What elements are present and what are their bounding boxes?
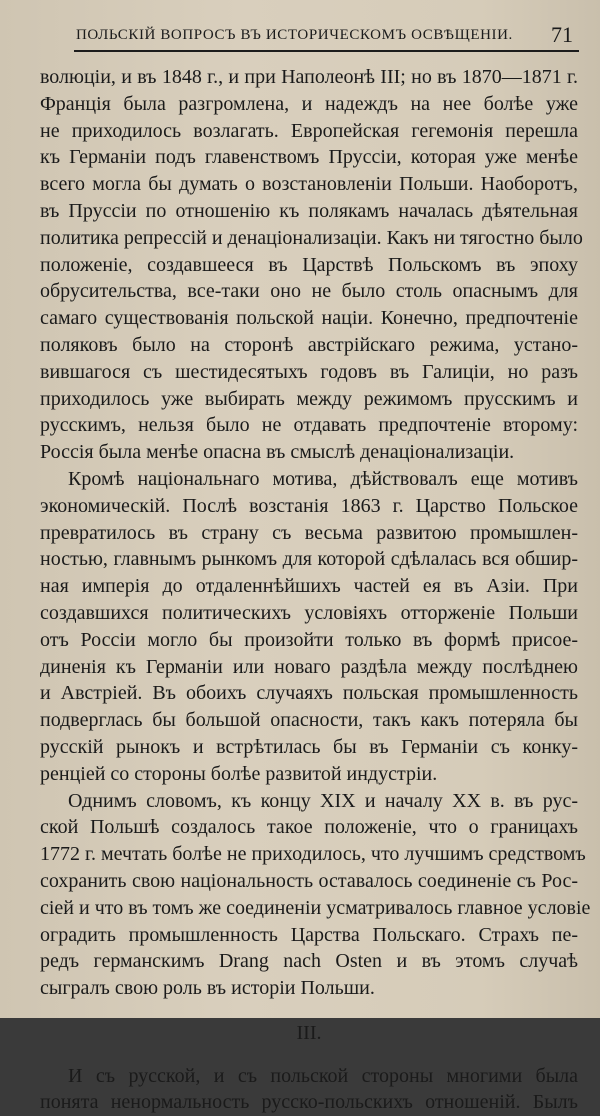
section-heading: III. — [296, 1021, 322, 1044]
text-line: къ Германіи подъ главенствомъ Пруссіи, которая уже менѣе — [40, 146, 578, 169]
text-line: 1772 г. мечтать болѣе не приходилось, что лучшимъ средствомъ — [40, 843, 586, 866]
text-line: сіей и что въ томъ же соединеніи усматривалось главное условіе — [40, 896, 591, 919]
text-line: политика репрессій и денаціонализаціи. Какъ ни тягостно было — [40, 226, 583, 249]
text-line: волюціи, и въ 1848 г., и при Наполеонѣ III; но въ 1870—1871 г. — [40, 66, 578, 88]
text-line: оградить промышленность Царства Польскаго. Страхъ пе- — [40, 923, 578, 946]
text-line: сохранить свою національность оставалось соединеніе съ Рос- — [40, 869, 578, 892]
text-line: ная имперія до отдаленнѣйшихъ частей ея въ Азіи. При — [40, 575, 578, 598]
text-line: редъ германскимъ Drang nach Osten и въ этомъ случаѣ — [40, 950, 578, 973]
text-line: приходилось уже выбирать между режимомъ прусскимъ и — [40, 387, 578, 410]
text-line: въ Пруссіи по отношенію къ полякамъ началась дѣятельная — [40, 199, 578, 222]
running-title: ПОЛЬСКІЙ ВОПРОСЪ ВЪ ИСТОРИЧЕСКОМЪ ОСВѢЩЕНІИ. — [76, 27, 513, 43]
text-line: всего могла бы думать о возстановленіи Польши. Наоборотъ, — [40, 173, 578, 196]
text-line: положеніе, создавшееся въ Царствѣ Польскомъ въ эпоху — [40, 253, 578, 276]
text-line: ской Польшѣ создалось такое положеніе, что о границахъ — [40, 816, 578, 839]
text-line: ностью, главнымъ рынкомъ для которой сдѣлалась вся обшир- — [40, 548, 578, 571]
text-line: сыгралъ свою роль въ исторіи Польши. — [40, 977, 375, 1000]
text-line: русскимъ, нельзя было не отдавать предпочтеніе второму: — [40, 414, 578, 437]
text-line: Россія была менѣе опасна въ смыслѣ денаціонализаціи. — [40, 441, 515, 464]
text-line: понята ненормальность русско-польскихъ отношеній. Былъ — [40, 1091, 578, 1114]
text-line: Франція была разгромлена, и надеждъ на нее болѣе уже — [40, 92, 578, 115]
text-line: ренціей со стороны болѣе развитой индустріи. — [40, 762, 438, 785]
text-line: не приходилось возлагать. Европейская гегемонія перешла — [40, 119, 578, 142]
page-number: 71 — [551, 22, 573, 47]
text-line: создавшихся политическихъ условіяхъ отторженіе Польши — [40, 601, 578, 624]
text-line: русскій рынокъ и встрѣтилась бы въ Германіи съ конку- — [40, 735, 578, 758]
text-line: обрусительства, все-таки оно не было столь опаснымъ для — [40, 280, 578, 303]
text-line: поляковъ было на сторонѣ австрійскаго режима, устано- — [40, 333, 578, 356]
paragraph — [40, 64, 583, 466]
paragraph — [40, 466, 578, 788]
text-line: вившагося съ шестидесятыхъ годовъ въ Галиціи, но разъ — [40, 360, 578, 383]
text-line: самаго существованія польской націи. Конечно, предпочтеніе — [40, 307, 578, 330]
paragraph — [40, 788, 591, 1002]
text-line: отъ Россіи могло бы произойти только въ формѣ присое- — [40, 628, 578, 651]
text-line: превратилось въ страну съ весьма развитою промышлен- — [40, 521, 578, 544]
text-line: И съ русской, и съ польской стороны многими была — [68, 1064, 578, 1087]
paragraph — [40, 1063, 578, 1116]
text-line: Однимъ словомъ, къ концу XIX и началу XX в. въ рус- — [68, 789, 578, 812]
text-line: диненія къ Германіи или новаго раздѣла между послѣднею — [40, 655, 578, 678]
text-line: и Австріей. Въ обоихъ случаяхъ польская промышленность — [40, 682, 578, 705]
text-line: подверглась бы большой опасности, такъ какъ потеряла бы — [40, 709, 578, 732]
page-header — [74, 22, 579, 52]
text-line: Кромѣ національнаго мотива, дѣйствовалъ еще мотивъ — [68, 467, 578, 490]
body-text — [40, 64, 591, 1116]
text-line: экономическій. Послѣ возстанія 1863 г. Царство Польское — [40, 494, 578, 517]
